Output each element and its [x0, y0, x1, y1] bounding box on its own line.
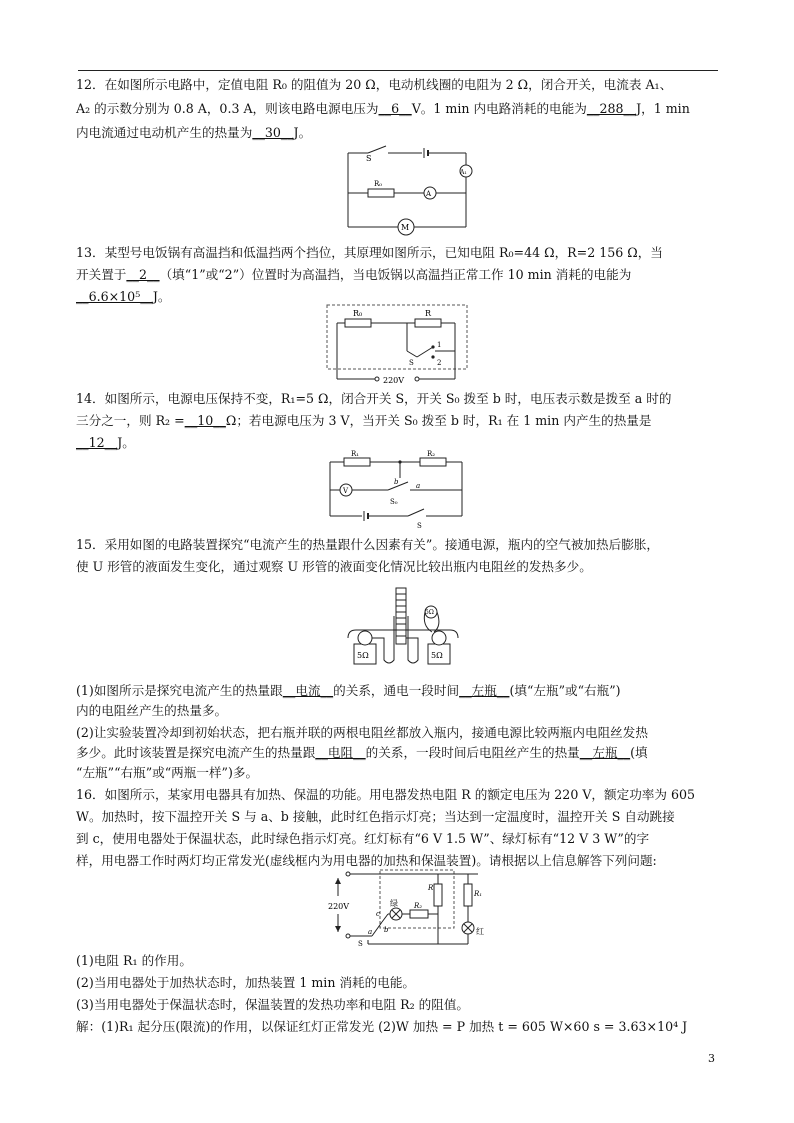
q16-line-2: W。加热时，按下温控开关 S 与 a、b 接触，此时红色指示灯亮；当达到一定温度时，温控开关 S 自动跳接: [76, 809, 675, 824]
q15-p2-answer-factor: __电阻__: [315, 745, 366, 760]
q16-question-3: (3)当用电器处于保温状态时，保温装置的发热功率和电阻 R₂ 的阻值。: [76, 997, 470, 1012]
q12-label-s: S: [366, 154, 372, 163]
q16-label-a: a: [368, 928, 373, 936]
q16-label-b: b: [384, 926, 389, 934]
q16-label-r1: R₁: [474, 890, 483, 898]
q12-label-m: M: [401, 223, 410, 232]
q16-question-2: (2)当用电器处于加热状态时，加热装置 1 min 消耗的电能。: [76, 975, 416, 990]
top-rule: [78, 70, 718, 71]
q12-answer-voltage: __6__: [378, 101, 412, 116]
q15-experiment-diagram: [346, 586, 461, 668]
q12-label-a: A: [426, 190, 432, 198]
q15-line-2: 使 U 形管的液面发生变化，通过观察 U 形管的液面变化情况比较出瓶内电阻丝的发热多少。: [76, 559, 592, 574]
q16-label-c: c: [376, 910, 380, 918]
q14-label-s: S: [417, 522, 422, 530]
q12-line-3: [76, 124, 736, 142]
q16-label-s: S: [358, 940, 363, 948]
q13-label-s: S: [409, 359, 414, 367]
q12-line-2: [76, 100, 736, 118]
q15-p1-answer-factor: __电流__: [282, 683, 334, 698]
q15-part2-line-2: [76, 744, 736, 762]
q14-label-r2: R₂: [427, 450, 436, 458]
q15-label-top: 5Ω: [425, 609, 434, 616]
q16-line-4: 样，用电器工作时两灯均正常发光(虚线框内为用电器的加热和保温装置)。请根据以上信息解答下列问题:: [76, 853, 657, 868]
q12-text-e: J。: [293, 125, 312, 140]
q14-answer-heat: __12__: [76, 435, 118, 450]
q13-label-1: 1: [437, 341, 442, 349]
q15-line-1: 15．采用如图的电路装置探究“电流产生的热量跟什么因素有关”。接通电源，瓶内的空气被加热后膨胀，: [76, 537, 660, 552]
q16-label-red: 红: [476, 927, 484, 936]
q12-text-b: V。1 min 内电路消耗的电能为: [411, 101, 587, 116]
q13-label-2: 2: [437, 359, 442, 367]
q15-label-right: 5Ω: [431, 651, 443, 660]
q15-part1-line-1: [76, 682, 736, 700]
q13-label-r: R: [425, 309, 432, 318]
q15-part1-line-2: 内的电阻丝产生的热量多。: [76, 703, 228, 718]
q14-line-1: 14．如图所示，电源电压保持不变，R₁=5 Ω，闭合开关 S，开关 S₀ 拨至 b 时，电压表示数是拨至 a 时的: [76, 391, 672, 406]
q15-p1-text-a: (1)如图所示是探究电流产生的热量跟: [76, 683, 283, 698]
q15-part2-line-1: (2)让实验装置冷却到初始状态，把右瓶并联的两根电阻丝都放入瓶内，接通电源比较两瓶内电阻丝发热: [76, 725, 648, 740]
q15-p2-text-d: (填: [630, 745, 648, 760]
q16-solution: 解：(1)R₁ 起分压(限流)的作用，以保证红灯正常发光 (2)W 加热 = P 加热 t = 605 W×60 s = 3.63×10⁴ J: [76, 1019, 688, 1034]
q12-answer-energy: __288__: [586, 101, 637, 116]
q14-answer-r2: __10__: [184, 413, 226, 428]
page-number: 3: [708, 1052, 715, 1065]
q15-p2-text-b: 多少。此时该装置是探究电流产生的热量跟: [76, 745, 316, 760]
q16-line-1: 16．如图所示，某家用电器具有加热、保温的功能。用电器发热电阻 R 的额定电压为 220 V，额定功率为 605: [76, 787, 696, 802]
q14-label-r1: R₁: [351, 450, 360, 458]
q12-label-a1: A₁: [460, 169, 467, 176]
q14-circuit-diagram: [324, 450, 469, 530]
q13-answer-energy: __6.6×10⁵__: [76, 289, 153, 304]
q13-text-b: （填“1”或“2”）位置时为高温挡，当电饭锅以高温挡正常工作 10 min 消耗的电能为: [159, 267, 632, 282]
q13-label-220v: 220V: [383, 376, 405, 385]
q15-p2-text-c: 的关系，一段时间后电阻丝产生的热量: [365, 745, 580, 760]
q15-p1-answer-bottle: __左瓶__: [459, 683, 510, 698]
q14-text-a: 三分之一，则 R₂ =: [76, 413, 185, 428]
q14-text-b: Ω；若电源电压为 3 V，当开关 S₀ 拨至 b 时，R₁ 在 1 min 内产生的热量是: [225, 413, 652, 428]
q14-label-a: a: [416, 482, 421, 490]
q15-part2-line-3: “左瓶”“右瓶”或“两瓶一样”)多。: [76, 765, 259, 780]
q13-circuit-diagram: [325, 303, 470, 388]
q15-label-left: 5Ω: [357, 651, 369, 660]
q12-circuit-diagram: [340, 143, 480, 243]
q14-label-v: V: [343, 487, 349, 495]
q14-line-2: [76, 412, 736, 430]
q16-label-r: R: [428, 884, 434, 892]
q13-line-2: [76, 266, 736, 284]
q12-label-r0: R₀: [374, 180, 383, 188]
q15-p2-answer-bottle: __左瓶__: [579, 745, 631, 760]
q14-label-b: b: [394, 478, 399, 486]
q15-p1-text-c: (填“左瓶”或“右瓶”): [509, 683, 621, 698]
q16-question-1: (1)电阻 R₁ 的作用。: [76, 953, 192, 968]
q13-text-a: 开关置于: [76, 267, 127, 282]
q16-label-r2: R₂: [414, 902, 423, 910]
q16-line-3: 到 c，使用电器处于保温状态，此时绿色指示灯亮。红灯标有“6 V 1.5 W”、绿灯标有“12 V 3 W”的字: [76, 831, 650, 846]
q12-line-1: 12．在如图所示电路中，定值电阻 R₀ 的阻值为 20 Ω，电动机线圈的电阻为 2 Ω，闭合开关，电流表 A₁、: [76, 77, 673, 92]
q16-label-green: 绿: [390, 899, 398, 908]
q14-label-s0: S₀: [390, 498, 398, 506]
q12-answer-heat: __30__: [252, 125, 294, 140]
q12-text-c: J，1 min: [636, 101, 690, 116]
q13-answer-position: __2__: [126, 267, 160, 282]
q15-p1-text-b: 的关系，通电一段时间: [333, 683, 460, 698]
q13-text-c: J。: [152, 289, 171, 304]
q13-line-1: 13．某型号电饭锅有高温挡和低温挡两个挡位，其原理如图所示，已知电阻 R₀=44 Ω，R=2 156 Ω，当: [76, 245, 663, 260]
q12-text-d: 内电流通过电动机产生的热量为: [76, 125, 253, 140]
q12-text-a: A₂ 的示数分别为 0.8 A，0.3 A，则该电路电源电压为: [76, 101, 379, 116]
q14-text-c: J。: [117, 435, 135, 450]
q16-label-220v: 220V: [328, 902, 350, 911]
q13-label-r0: R₀: [353, 309, 363, 318]
q16-circuit-diagram: [328, 866, 488, 950]
